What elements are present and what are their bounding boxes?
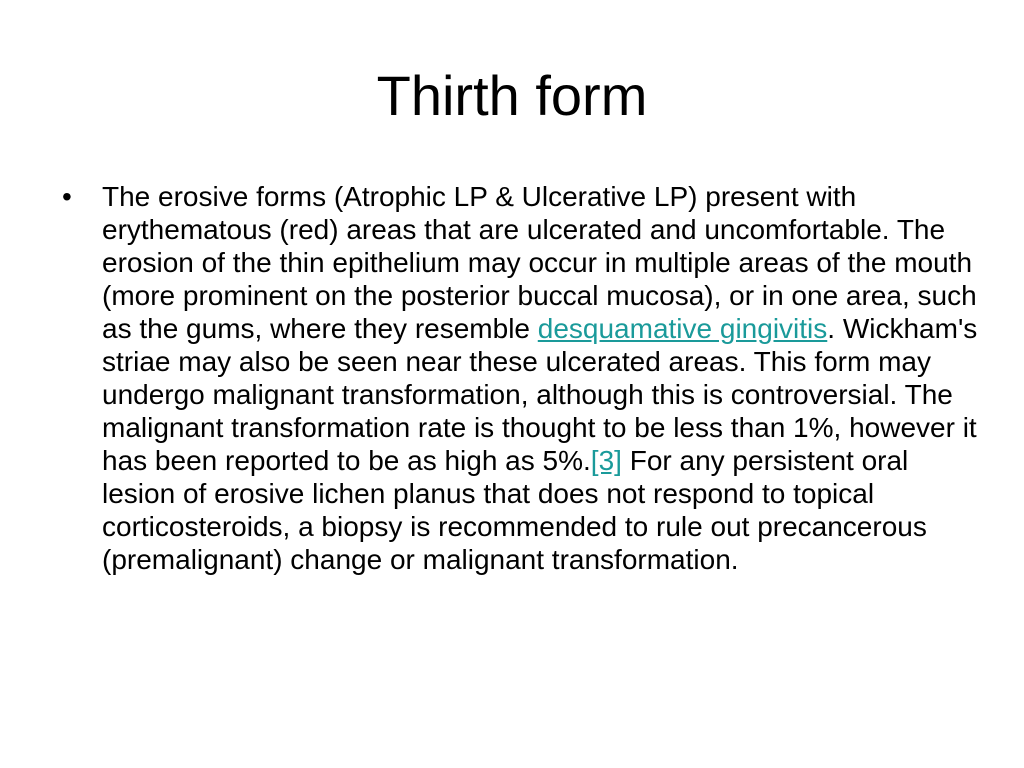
slide-title: Thirth form xyxy=(376,64,648,127)
body-text-2: . Wickham's striae may also be seen near these ulcerated areas. This form may undergo malignant transformation, although this is controversial. The malignant transformation rate is thought to be less than 1%, however it has been reported to be as high as 5%. xyxy=(102,313,978,476)
body-text-3: For any persistent oral lesion of erosive lichen planus that does not respond to topical corticosteroids, a biopsy is recommended to rule out precancerous (premalignant) change or malignant transformation. xyxy=(102,445,927,575)
bullet-item xyxy=(60,180,980,576)
body-text-1: The erosive forms (Atrophic LP & Ulcerative LP) present with erythematous (red) areas that are ulcerated and uncomfortable. The erosion of the thin epithelium may occur in multiple areas of the mouth (more prominent on the posterior buccal mucosa), or in one area, such as the gums, where they resemble xyxy=(102,181,977,344)
bullet-marker: • xyxy=(62,181,72,212)
bullet-list xyxy=(60,180,980,576)
reference-3-link[interactable]: [3] xyxy=(590,445,622,476)
desquamative-gingivitis-link[interactable]: desquamative gingivitis xyxy=(537,313,828,344)
